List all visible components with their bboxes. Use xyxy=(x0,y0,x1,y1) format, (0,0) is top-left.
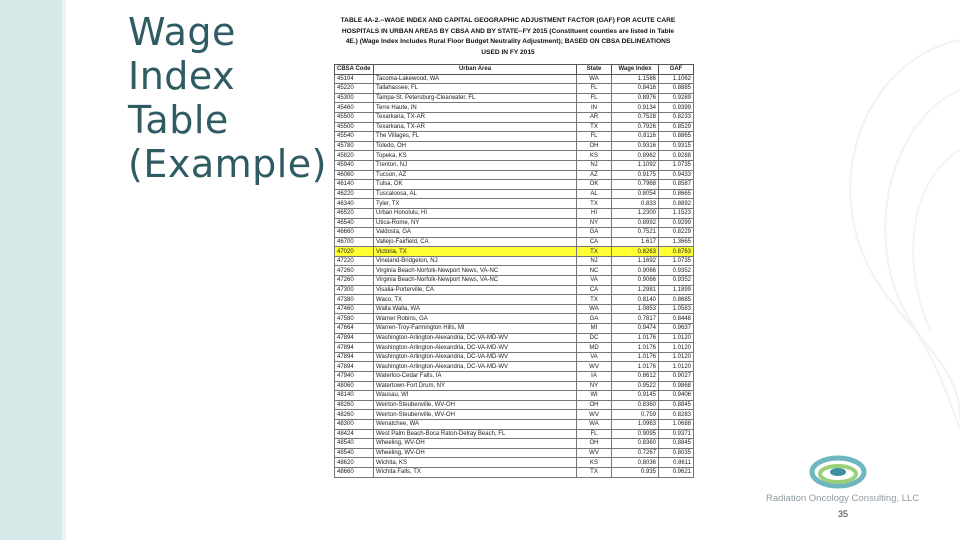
urban-area-cell: Waco, TX xyxy=(374,295,577,305)
company-logo-icon xyxy=(808,452,868,492)
urban-area-cell: Warren-Troy-Farmington Hills, MI xyxy=(374,324,577,334)
table-row xyxy=(335,170,694,180)
state-cell: WV xyxy=(577,448,612,458)
state-cell: OH xyxy=(577,439,612,449)
cbsa-code-cell: 45940 xyxy=(335,160,374,170)
state-cell: KS xyxy=(577,458,612,468)
table-row xyxy=(335,189,694,199)
gaf-cell: 1.0120 xyxy=(659,343,694,353)
wage-index-cell: 1.0176 xyxy=(612,362,659,372)
cbsa-code-cell: 46540 xyxy=(335,218,374,228)
wage-index-cell: 0.935 xyxy=(612,467,659,477)
urban-area-cell: Topeka, KS xyxy=(374,151,577,161)
column-header-urban-area: Urban Area xyxy=(374,65,577,75)
gaf-cell: 0.8845 xyxy=(659,400,694,410)
wage-index-cell: 1.0853 xyxy=(612,304,659,314)
urban-area-cell: Vineland-Bridgeton, NJ xyxy=(374,256,577,266)
urban-area-cell: Wheeling, WV-OH xyxy=(374,448,577,458)
urban-area-cell: Visalia-Porterville, CA xyxy=(374,285,577,295)
wage-index-cell: 1.1692 xyxy=(612,256,659,266)
cbsa-code-cell: 45500 xyxy=(335,112,374,122)
urban-area-cell: Wichita Falls, TX xyxy=(374,467,577,477)
wage-index-cell: 0.9474 xyxy=(612,324,659,334)
state-cell: AL xyxy=(577,189,612,199)
caption-line: HOSPITALS IN URBAN AREAS BY CBSA AND BY STATE--FY 2015 (Constituent counties are listed in Table xyxy=(341,27,675,35)
table-row xyxy=(335,295,694,305)
urban-area-cell: Tucson, AZ xyxy=(374,170,577,180)
state-cell: MI xyxy=(577,324,612,334)
cbsa-code-cell: 48060 xyxy=(335,381,374,391)
wage-index-cell: 1.0176 xyxy=(612,343,659,353)
urban-area-cell: Warner Robins, GA xyxy=(374,314,577,324)
wage-index-cell: 0.8263 xyxy=(612,247,659,257)
gaf-cell: 0.9868 xyxy=(659,381,694,391)
table-caption xyxy=(334,16,682,64)
state-cell: TX xyxy=(577,467,612,477)
wage-index-cell: 1.0176 xyxy=(612,352,659,362)
urban-area-cell: Wenatchee, WA xyxy=(374,419,577,429)
state-cell: OH xyxy=(577,141,612,151)
gaf-cell: 0.8885 xyxy=(659,84,694,94)
wage-index-cell: 0.9095 xyxy=(612,429,659,439)
wage-index-cell: 1.1586 xyxy=(612,74,659,84)
table-row xyxy=(335,103,694,113)
wage-index-cell: 0.8992 xyxy=(612,218,659,228)
gaf-cell: 0.9288 xyxy=(659,151,694,161)
gaf-cell: 0.8229 xyxy=(659,228,694,238)
state-cell: VA xyxy=(577,276,612,286)
table-row xyxy=(335,256,694,266)
cbsa-code-cell: 47894 xyxy=(335,333,374,343)
gaf-cell: 0.8611 xyxy=(659,458,694,468)
gaf-cell: 1.1523 xyxy=(659,208,694,218)
wage-index-cell: 1.2981 xyxy=(612,285,659,295)
urban-area-cell: West Palm Beach-Boca Raton-Delray Beach, FL xyxy=(374,429,577,439)
wage-index-cell: 0.8116 xyxy=(612,132,659,142)
gaf-cell: 0.8587 xyxy=(659,180,694,190)
urban-area-cell: Trenton, NJ xyxy=(374,160,577,170)
cbsa-code-cell: 48424 xyxy=(335,429,374,439)
gaf-cell: 0.9352 xyxy=(659,276,694,286)
left-accent-band xyxy=(0,0,62,540)
table-row xyxy=(335,141,694,151)
table-body xyxy=(335,74,694,477)
table-row xyxy=(335,400,694,410)
cbsa-code-cell: 46340 xyxy=(335,199,374,209)
gaf-cell: 0.9433 xyxy=(659,170,694,180)
table-row xyxy=(335,199,694,209)
state-cell: HI xyxy=(577,208,612,218)
cbsa-code-cell: 46660 xyxy=(335,228,374,238)
gaf-cell: 0.9406 xyxy=(659,391,694,401)
table-row xyxy=(335,160,694,170)
table-row xyxy=(335,381,694,391)
state-cell: FL xyxy=(577,429,612,439)
urban-area-cell: Utica-Rome, NY xyxy=(374,218,577,228)
wage-index-cell: 0.8036 xyxy=(612,458,659,468)
left-accent-edge xyxy=(62,0,66,540)
urban-area-cell: Washington-Arlington-Alexandria, DC-VA-MD-WV xyxy=(374,352,577,362)
wage-index-table xyxy=(334,64,694,478)
table-row xyxy=(335,132,694,142)
urban-area-cell: Wausau, WI xyxy=(374,391,577,401)
urban-area-cell: Urban Honolulu, HI xyxy=(374,208,577,218)
urban-area-cell: Washington-Arlington-Alexandria, DC-VA-MD-WV xyxy=(374,343,577,353)
gaf-cell: 1.0120 xyxy=(659,362,694,372)
cbsa-code-cell: 47260 xyxy=(335,276,374,286)
state-cell: IN xyxy=(577,103,612,113)
state-cell: KS xyxy=(577,151,612,161)
cbsa-code-cell: 45780 xyxy=(335,141,374,151)
gaf-cell: 0.8035 xyxy=(659,448,694,458)
title-line: Index xyxy=(128,54,236,98)
table-row xyxy=(335,410,694,420)
gaf-cell: 0.8233 xyxy=(659,112,694,122)
state-cell: IA xyxy=(577,372,612,382)
urban-area-cell: Tuscaloosa, AL xyxy=(374,189,577,199)
table-row xyxy=(335,419,694,429)
gaf-cell: 0.8763 xyxy=(659,247,694,257)
wage-index-cell: 0.8360 xyxy=(612,400,659,410)
cbsa-code-cell: 47460 xyxy=(335,304,374,314)
state-cell: DC xyxy=(577,333,612,343)
table-row xyxy=(335,266,694,276)
table-row xyxy=(335,122,694,132)
wage-index-cell: 0.8360 xyxy=(612,439,659,449)
wage-index-cell: 0.8054 xyxy=(612,189,659,199)
state-cell: GA xyxy=(577,314,612,324)
gaf-cell: 0.9299 xyxy=(659,218,694,228)
urban-area-cell: Valdosta, GA xyxy=(374,228,577,238)
gaf-cell: 0.8529 xyxy=(659,122,694,132)
wage-index-cell: 0.9175 xyxy=(612,170,659,180)
table-row xyxy=(335,429,694,439)
gaf-cell: 1.0120 xyxy=(659,333,694,343)
table-row xyxy=(335,112,694,122)
cbsa-code-cell: 46220 xyxy=(335,189,374,199)
gaf-cell: 1.3665 xyxy=(659,237,694,247)
urban-area-cell: Washington-Arlington-Alexandria, DC-VA-MD-WV xyxy=(374,333,577,343)
table-row xyxy=(335,228,694,238)
cbsa-code-cell: 45300 xyxy=(335,93,374,103)
cbsa-code-cell: 46700 xyxy=(335,237,374,247)
page-number: 35 xyxy=(838,509,849,519)
table-row xyxy=(335,333,694,343)
cbsa-code-cell: 47220 xyxy=(335,256,374,266)
gaf-cell: 1.0120 xyxy=(659,352,694,362)
urban-area-cell: Waterloo-Cedar Falls, IA xyxy=(374,372,577,382)
table-row xyxy=(335,180,694,190)
state-cell: NY xyxy=(577,218,612,228)
table-row xyxy=(335,304,694,314)
cbsa-code-cell: 45540 xyxy=(335,132,374,142)
table-row xyxy=(335,237,694,247)
caption-line: TABLE 4A-2.--WAGE INDEX AND CAPITAL GEOGRAPHIC ADJUSTMENT FACTOR (GAF) FOR ACUTE CARE xyxy=(340,17,676,24)
state-cell: AZ xyxy=(577,170,612,180)
gaf-cell: 0.8845 xyxy=(659,439,694,449)
state-cell: NJ xyxy=(577,256,612,266)
state-cell: NC xyxy=(577,266,612,276)
state-cell: FL xyxy=(577,93,612,103)
gaf-cell: 0.9352 xyxy=(659,266,694,276)
urban-area-cell: Washington-Arlington-Alexandria, DC-VA-MD-WV xyxy=(374,362,577,372)
table-row xyxy=(335,391,694,401)
gaf-cell: 0.8865 xyxy=(659,132,694,142)
state-cell: NY xyxy=(577,381,612,391)
state-cell: CA xyxy=(577,237,612,247)
state-cell: WV xyxy=(577,362,612,372)
cbsa-code-cell: 45220 xyxy=(335,84,374,94)
state-cell: NJ xyxy=(577,160,612,170)
cbsa-code-cell: 46060 xyxy=(335,170,374,180)
gaf-cell: 1.0688 xyxy=(659,419,694,429)
table-row xyxy=(335,448,694,458)
wage-index-cell: 0.8976 xyxy=(612,93,659,103)
cbsa-code-cell: 47300 xyxy=(335,285,374,295)
table-row xyxy=(335,218,694,228)
wage-index-cell: 0.7528 xyxy=(612,112,659,122)
wage-index-cell: 0.7817 xyxy=(612,314,659,324)
title-line: Table xyxy=(128,98,229,142)
urban-area-cell: Watertown-Fort Drum, NY xyxy=(374,381,577,391)
urban-area-cell: Terre Haute, IN xyxy=(374,103,577,113)
table-row xyxy=(335,439,694,449)
state-cell: OK xyxy=(577,180,612,190)
cbsa-code-cell: 48260 xyxy=(335,410,374,420)
table-row xyxy=(335,84,694,94)
cbsa-code-cell: 47894 xyxy=(335,343,374,353)
wage-index-cell: 0.9066 xyxy=(612,276,659,286)
wage-index-cell: 1.2300 xyxy=(612,208,659,218)
wage-index-cell: 0.9316 xyxy=(612,141,659,151)
urban-area-cell: The Villages, FL xyxy=(374,132,577,142)
urban-area-cell: Walla Walla, WA xyxy=(374,304,577,314)
state-cell: GA xyxy=(577,228,612,238)
wage-index-cell: 0.833 xyxy=(612,199,659,209)
wage-index-cell: 0.759 xyxy=(612,410,659,420)
wage-index-cell: 0.7968 xyxy=(612,180,659,190)
urban-area-cell: Texarkana, TX-AR xyxy=(374,112,577,122)
urban-area-cell: Wichita, KS xyxy=(374,458,577,468)
state-cell: TX xyxy=(577,199,612,209)
state-cell: WA xyxy=(577,419,612,429)
gaf-cell: 0.9027 xyxy=(659,372,694,382)
urban-area-cell: Texarkana, TX-AR xyxy=(374,122,577,132)
gaf-cell: 0.8448 xyxy=(659,314,694,324)
column-header-state: State xyxy=(577,65,612,75)
table-row xyxy=(335,467,694,477)
wage-index-cell: 0.8416 xyxy=(612,84,659,94)
urban-area-cell: Weirton-Steubenville, WV-OH xyxy=(374,410,577,420)
wage-index-cell: 0.9066 xyxy=(612,266,659,276)
state-cell: WA xyxy=(577,74,612,84)
state-cell: WA xyxy=(577,304,612,314)
table-header-row xyxy=(335,65,694,75)
table-row xyxy=(335,362,694,372)
state-cell: TX xyxy=(577,247,612,257)
table-row xyxy=(335,285,694,295)
gaf-cell: 0.9637 xyxy=(659,324,694,334)
company-name: Radiation Oncology Consulting, LLC xyxy=(766,493,920,504)
gaf-cell: 1.0735 xyxy=(659,160,694,170)
column-header-wage-index: Wage Index xyxy=(612,65,659,75)
cbsa-code-cell: 45460 xyxy=(335,103,374,113)
wage-index-cell: 0.8962 xyxy=(612,151,659,161)
cbsa-code-cell: 47664 xyxy=(335,324,374,334)
cbsa-code-cell: 45104 xyxy=(335,74,374,84)
table-row xyxy=(335,324,694,334)
gaf-cell: 1.0583 xyxy=(659,304,694,314)
gaf-cell: 0.9621 xyxy=(659,467,694,477)
gaf-cell: 0.8892 xyxy=(659,199,694,209)
cbsa-code-cell: 48540 xyxy=(335,448,374,458)
cbsa-code-cell: 47894 xyxy=(335,352,374,362)
gaf-cell: 0.9371 xyxy=(659,429,694,439)
wage-index-cell: 0.7926 xyxy=(612,122,659,132)
gaf-cell: 0.8685 xyxy=(659,295,694,305)
state-cell: WI xyxy=(577,391,612,401)
table-row xyxy=(335,343,694,353)
table-row xyxy=(335,208,694,218)
state-cell: VA xyxy=(577,352,612,362)
wage-index-cell: 0.7521 xyxy=(612,228,659,238)
wage-index-cell: 0.8140 xyxy=(612,295,659,305)
state-cell: MD xyxy=(577,343,612,353)
wage-index-cell: 0.9522 xyxy=(612,381,659,391)
wage-index-cell: 1.1092 xyxy=(612,160,659,170)
wage-index-cell: 0.7267 xyxy=(612,448,659,458)
urban-area-cell: Vallejo-Fairfield, CA xyxy=(374,237,577,247)
state-cell: WV xyxy=(577,410,612,420)
state-cell: TX xyxy=(577,295,612,305)
urban-area-cell: Tyler, TX xyxy=(374,199,577,209)
cbsa-code-cell: 46520 xyxy=(335,208,374,218)
gaf-cell: 0.9399 xyxy=(659,103,694,113)
wage-index-cell: 1.0963 xyxy=(612,419,659,429)
gaf-cell: 0.8665 xyxy=(659,189,694,199)
gaf-cell: 0.9289 xyxy=(659,93,694,103)
title-line: Wage xyxy=(128,10,236,54)
urban-area-cell: Tampa-St. Petersburg-Clearwater, FL xyxy=(374,93,577,103)
cbsa-code-cell: 47894 xyxy=(335,362,374,372)
table-row xyxy=(335,151,694,161)
cbsa-code-cell: 47260 xyxy=(335,266,374,276)
state-cell: FL xyxy=(577,84,612,94)
urban-area-cell: Toledo, OH xyxy=(374,141,577,151)
cbsa-code-cell: 48260 xyxy=(335,400,374,410)
urban-area-cell: Wheeling, WV-OH xyxy=(374,439,577,449)
table-row xyxy=(335,93,694,103)
gaf-cell: 1.1062 xyxy=(659,74,694,84)
wage-index-cell: 1.0176 xyxy=(612,333,659,343)
gaf-cell: 1.0735 xyxy=(659,256,694,266)
urban-area-cell: Tulsa, OK xyxy=(374,180,577,190)
cbsa-code-cell: 48300 xyxy=(335,419,374,429)
table-row xyxy=(335,372,694,382)
table-row xyxy=(335,247,694,257)
urban-area-cell: Tacoma-Lakewood, WA xyxy=(374,74,577,84)
table-row xyxy=(335,276,694,286)
state-cell: FL xyxy=(577,132,612,142)
cbsa-code-cell: 48660 xyxy=(335,467,374,477)
cbsa-code-cell: 47940 xyxy=(335,372,374,382)
urban-area-cell: Virginia Beach-Norfolk-Newport News, VA-NC xyxy=(374,276,577,286)
state-cell: OH xyxy=(577,400,612,410)
caption-line: 4E.) (Wage Index Includes Rural Floor Budget Neutrality Adjustment); BASED ON CBSA DELINEATIONS xyxy=(345,38,671,45)
wage-index-cell: 0.9134 xyxy=(612,103,659,113)
state-cell: TX xyxy=(577,122,612,132)
caption-line: USED IN FY 2015 xyxy=(481,48,535,56)
cbsa-code-cell: 45500 xyxy=(335,122,374,132)
urban-area-cell: Weirton-Steubenville, WV-OH xyxy=(374,400,577,410)
table-row xyxy=(335,458,694,468)
table-row xyxy=(335,74,694,84)
table-row xyxy=(335,314,694,324)
wage-index-cell: 0.9145 xyxy=(612,391,659,401)
urban-area-cell: Tallahassee, FL xyxy=(374,84,577,94)
cbsa-code-cell: 47580 xyxy=(335,314,374,324)
cbsa-code-cell: 48540 xyxy=(335,439,374,449)
urban-area-cell: Victoria, TX xyxy=(374,247,577,257)
table-row xyxy=(335,352,694,362)
column-header-cbsa-code: CBSA Code xyxy=(335,65,374,75)
state-cell: AR xyxy=(577,112,612,122)
wage-index-document xyxy=(334,16,691,522)
column-header-gaf: GAF xyxy=(659,65,694,75)
gaf-cell: 0.8283 xyxy=(659,410,694,420)
title-line: (Example) xyxy=(128,142,328,186)
cbsa-code-cell: 48620 xyxy=(335,458,374,468)
slide-title xyxy=(128,10,328,186)
gaf-cell: 0.9315 xyxy=(659,141,694,151)
cbsa-code-cell: 47380 xyxy=(335,295,374,305)
gaf-cell: 1.1899 xyxy=(659,285,694,295)
cbsa-code-cell: 48140 xyxy=(335,391,374,401)
wage-index-cell: 1.617 xyxy=(612,237,659,247)
wage-index-cell: 0.8612 xyxy=(612,372,659,382)
state-cell: CA xyxy=(577,285,612,295)
cbsa-code-cell: 46140 xyxy=(335,180,374,190)
cbsa-code-cell: 47020 xyxy=(335,247,374,257)
cbsa-code-cell: 45820 xyxy=(335,151,374,161)
urban-area-cell: Virginia Beach-Norfolk-Newport News, VA-NC xyxy=(374,266,577,276)
